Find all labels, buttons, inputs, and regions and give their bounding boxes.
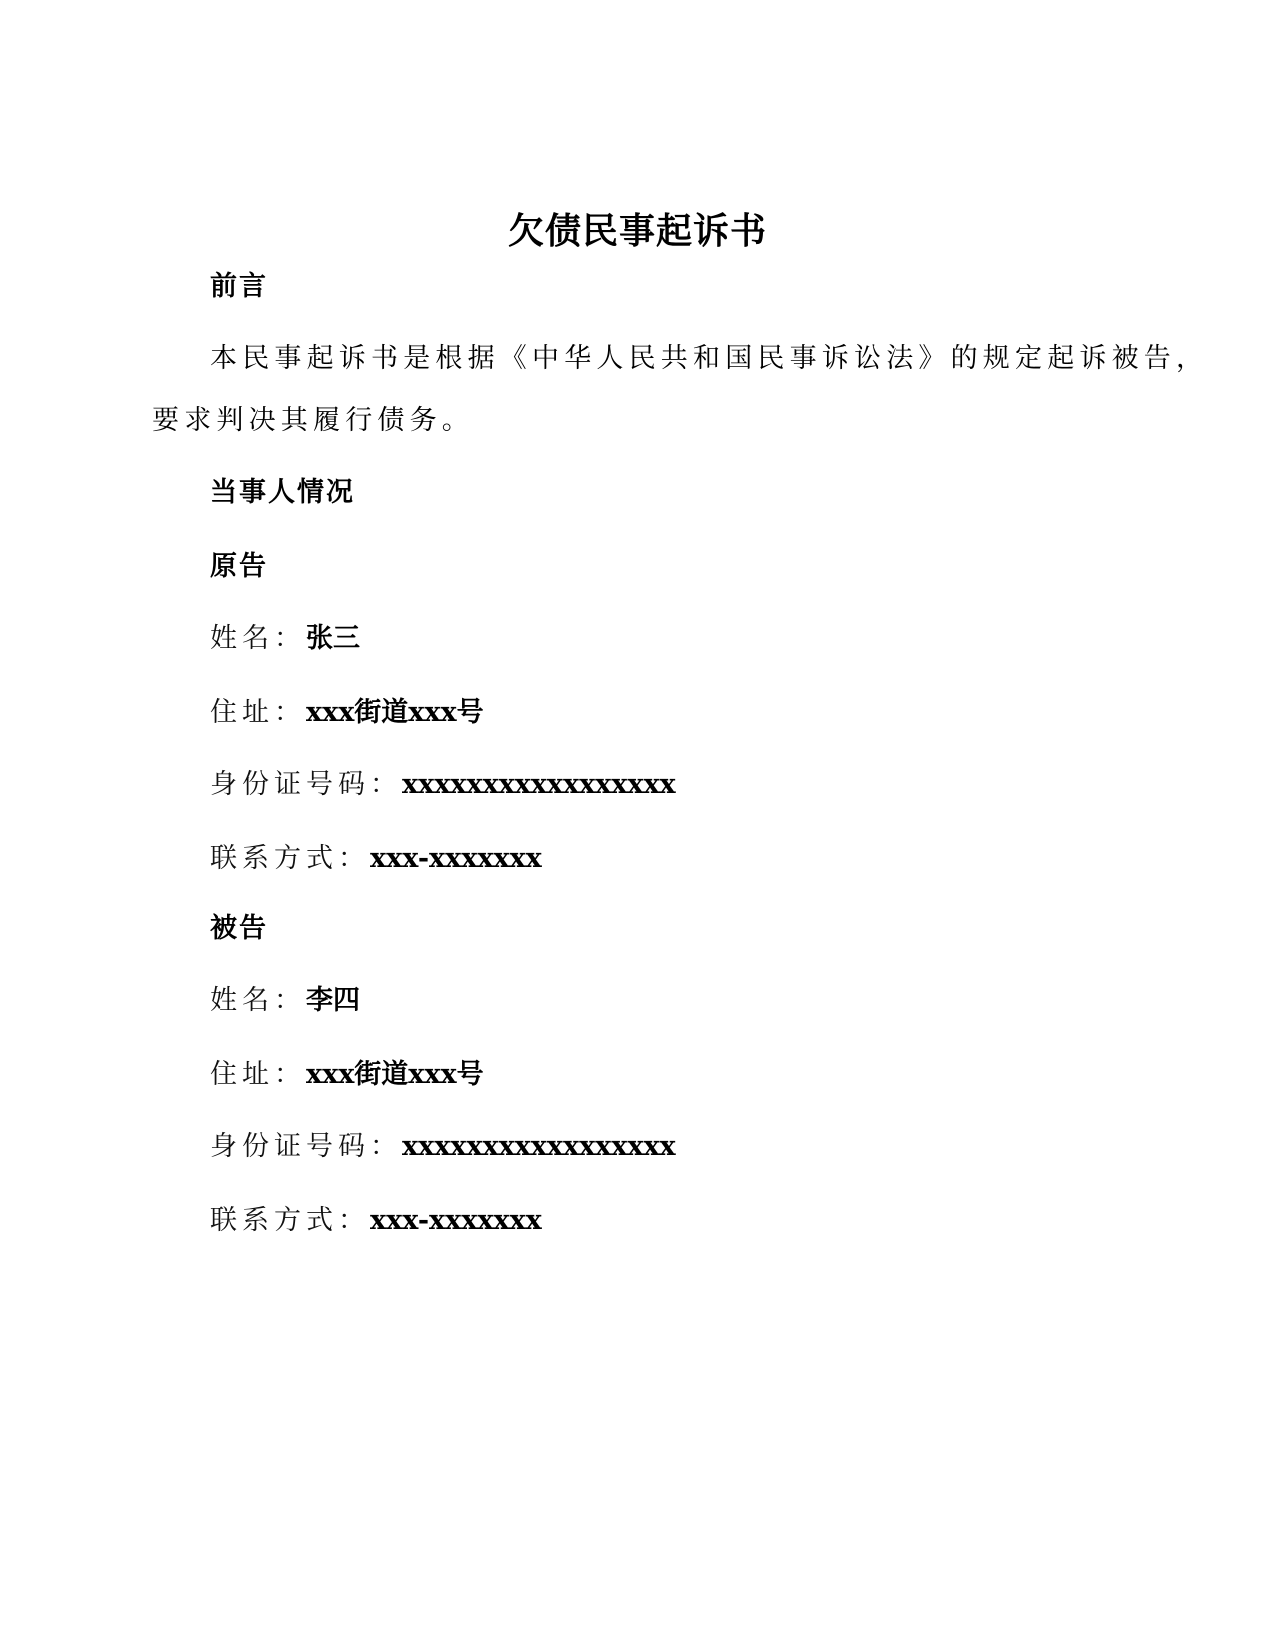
plaintiff-name-field <box>210 622 360 656</box>
defendant-id-value: xxxxxxxxxxxxxxxxx <box>402 1131 676 1162</box>
preface-paragraph-line-1: 本民事起诉书是根据《中华人民共和国民事诉讼法》的规定起诉被告， <box>210 343 1209 374</box>
document-title: 欠债民事起诉书 <box>507 211 767 252</box>
defendant-contact-label: 联系方式： <box>210 1205 370 1236</box>
plaintiff-address-field <box>210 696 484 730</box>
plaintiff-contact-field <box>210 842 542 876</box>
plaintiff-contact-value: xxx-xxxxxxx <box>370 843 542 874</box>
defendant-name-field <box>210 984 360 1018</box>
plaintiff-name-label: 姓名： <box>210 623 306 654</box>
defendant-name-label: 姓名： <box>210 985 306 1016</box>
plaintiff-address-label: 住址： <box>210 697 306 728</box>
plaintiff-id-label: 身份证号码： <box>210 769 402 800</box>
plaintiff-name-value: 张三 <box>306 623 360 654</box>
preface-paragraph-line-2: 要求判决其履行债务。 <box>152 405 474 436</box>
defendant-address-label: 住址： <box>210 1059 306 1090</box>
plaintiff-id-value: xxxxxxxxxxxxxxxxx <box>402 769 676 800</box>
preface-heading: 前言 <box>210 271 268 302</box>
plaintiff-id-field <box>210 768 676 802</box>
parties-heading: 当事人情况 <box>210 477 355 508</box>
defendant-id-label: 身份证号码： <box>210 1131 402 1162</box>
defendant-address-value: xxx街道xxx号 <box>306 1059 484 1090</box>
defendant-name-value: 李四 <box>306 985 360 1016</box>
plaintiff-address-value: xxx街道xxx号 <box>306 697 484 728</box>
plaintiff-heading: 原告 <box>210 551 268 582</box>
defendant-contact-value: xxx-xxxxxxx <box>370 1205 542 1236</box>
plaintiff-contact-label: 联系方式： <box>210 843 370 874</box>
defendant-heading: 被告 <box>210 913 268 944</box>
defendant-address-field <box>210 1058 484 1092</box>
defendant-id-field <box>210 1130 676 1164</box>
defendant-contact-field <box>210 1204 542 1238</box>
